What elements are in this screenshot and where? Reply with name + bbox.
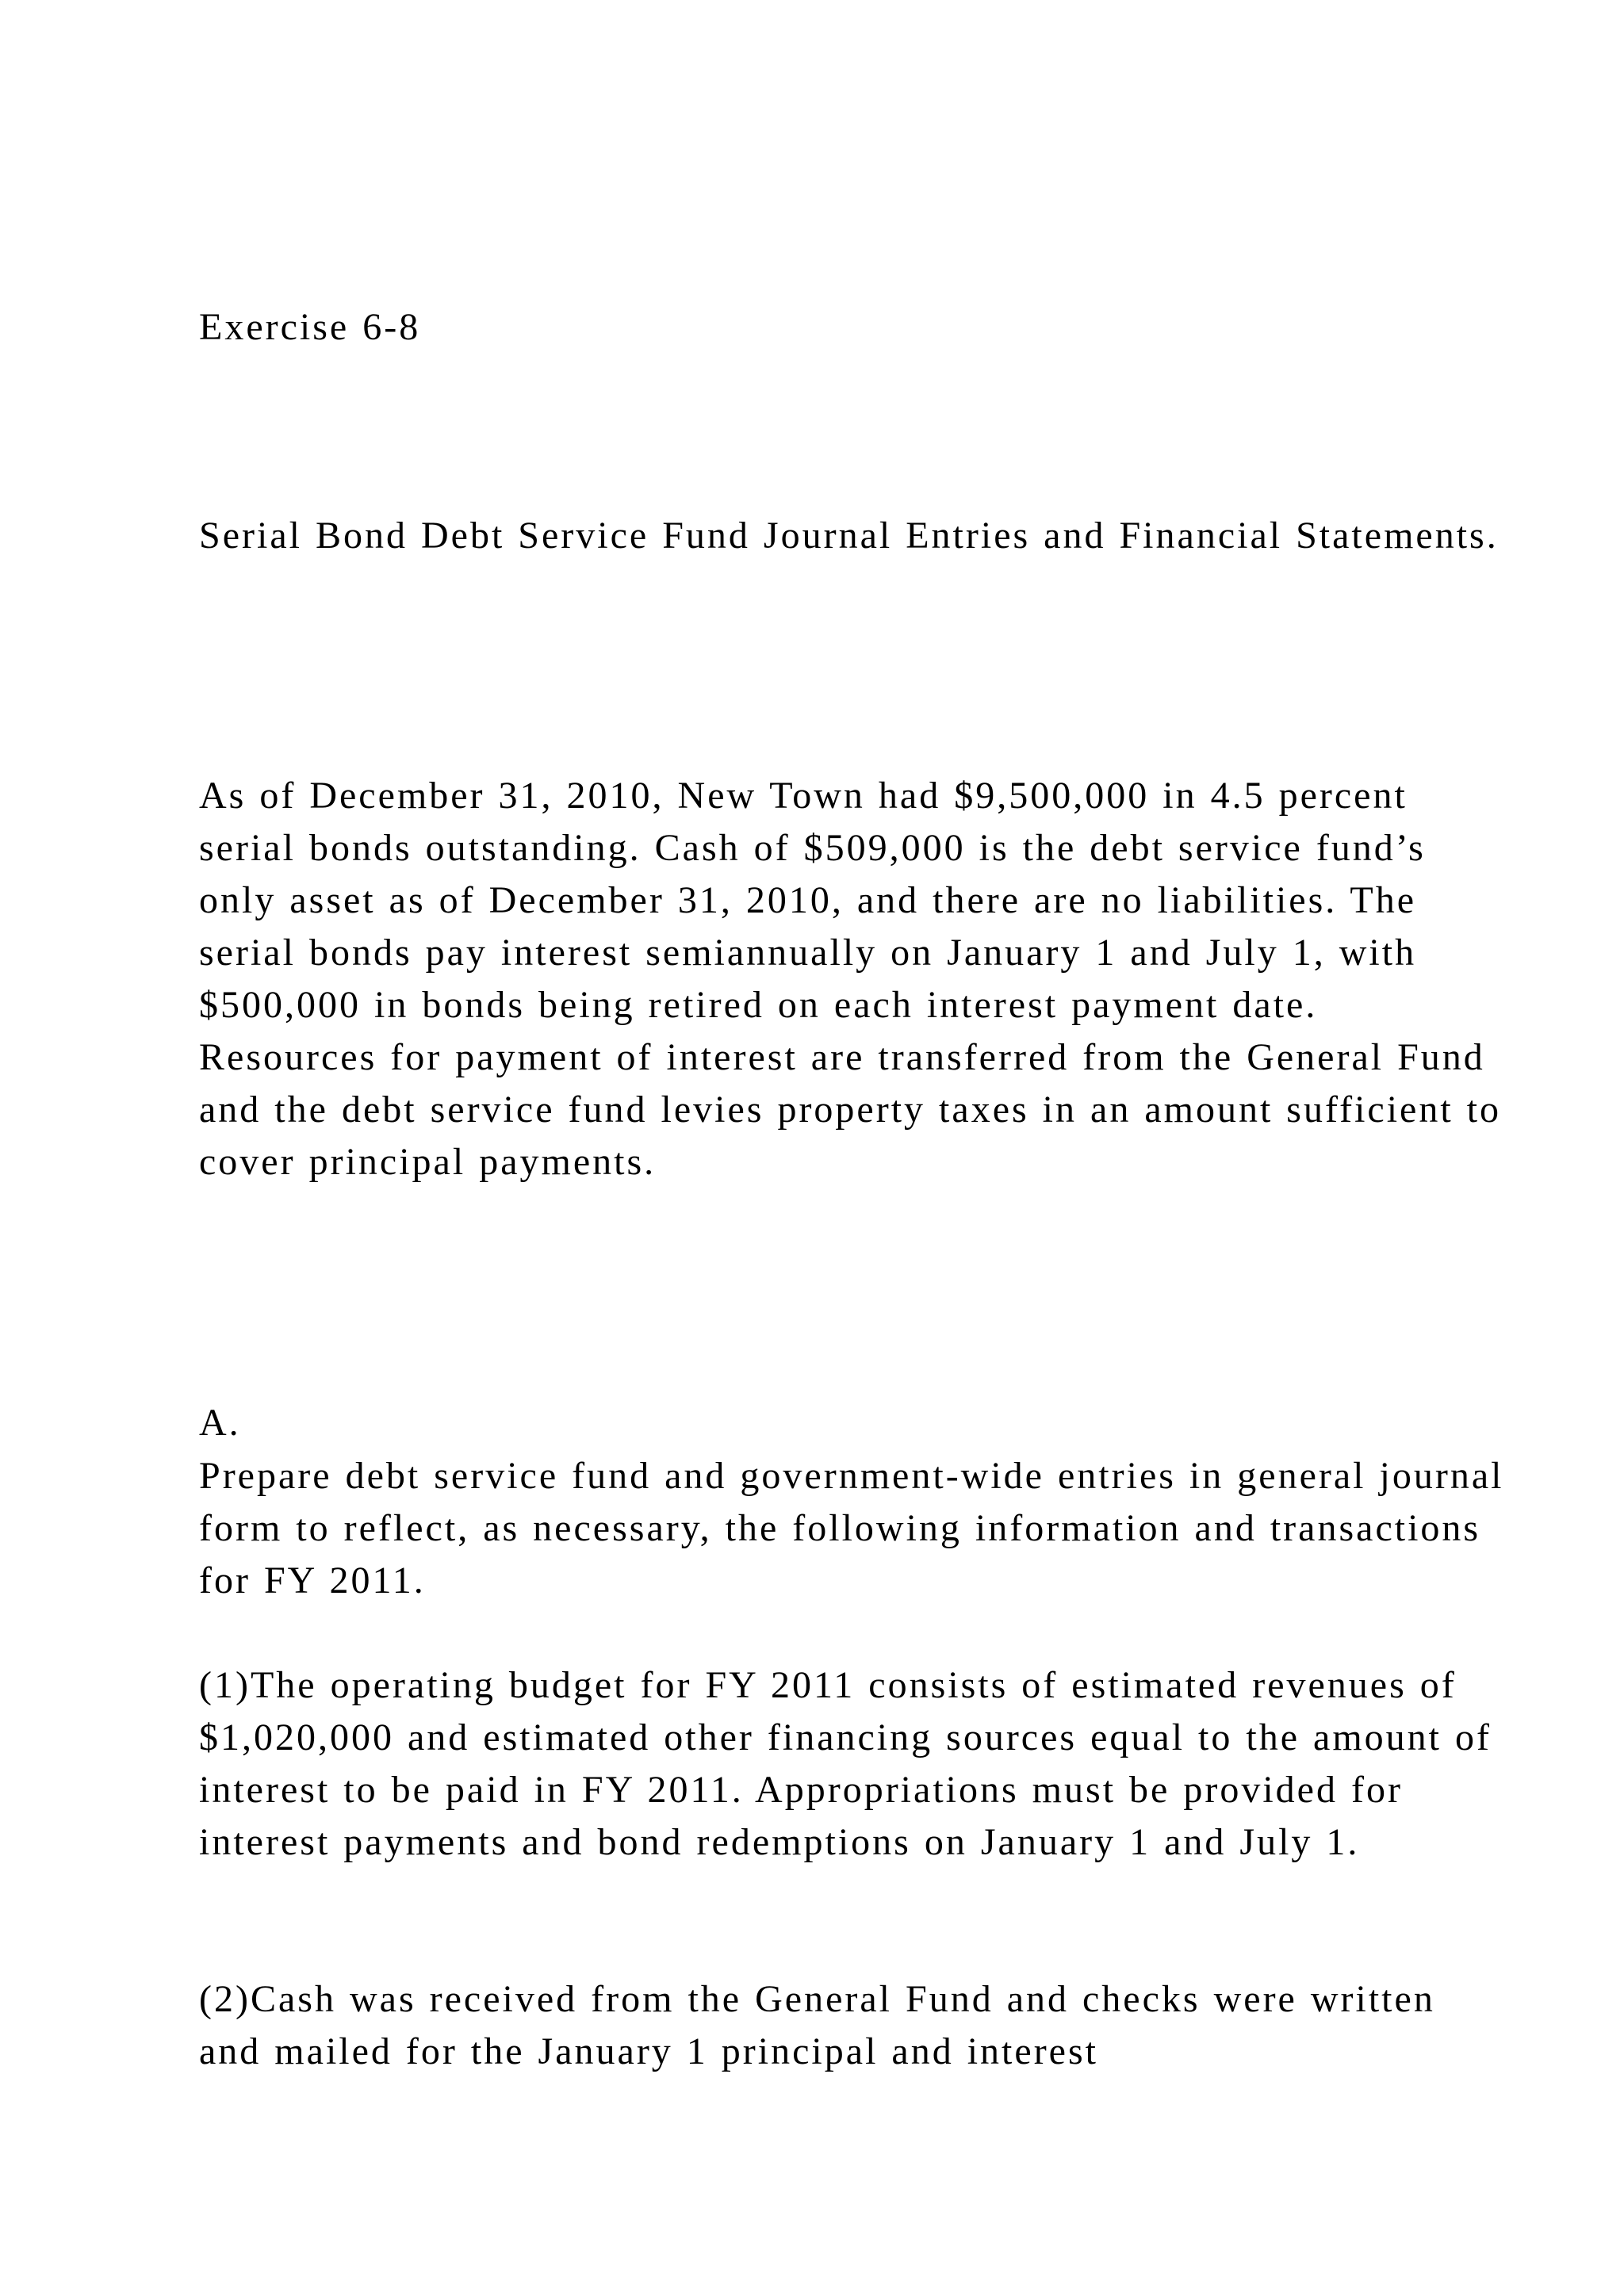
exercise-title: Exercise 6-8	[199, 306, 421, 348]
intro-paragraph: As of December 31, 2010, New Town had $9,500,000 in 4.5 percent serial bonds outstanding. Cash of $509,000 is the debt service fund’s only asset as of December 31, 2010, and there are no liabilities. The serial bonds pay interest semiannually on January 1 and July 1, with $500,000 in bonds being retired on each interest payment date. Resources for payment of interest are transferred from the General Fund and the debt service fund levies property taxes in an amount sufficient to cover principal payments.	[199, 775, 1502, 1183]
item-1-paragraph: (1)The operating budget for FY 2011 consists of estimated revenues of $1,020,000 and estimated other financing sources equal to the amount of interest to be paid in FY 2011. Appropriations must be provided for interest payments and bond redemptions on January 1 and July 1.	[199, 1664, 1492, 1863]
part-label: A.	[199, 1402, 241, 1444]
item-2-paragraph: (2)Cash was received from the General Fund and checks were written and mailed for the January 1 principal and interest	[199, 1978, 1435, 2072]
part-instructions: Prepare debt service fund and government-wide entries in general journal form to reflect, as necessary, the following information and transactions for FY 2011.	[199, 1455, 1504, 1601]
exercise-heading: Serial Bond Debt Service Fund Journal Entries and Financial Statements.	[199, 515, 1499, 557]
